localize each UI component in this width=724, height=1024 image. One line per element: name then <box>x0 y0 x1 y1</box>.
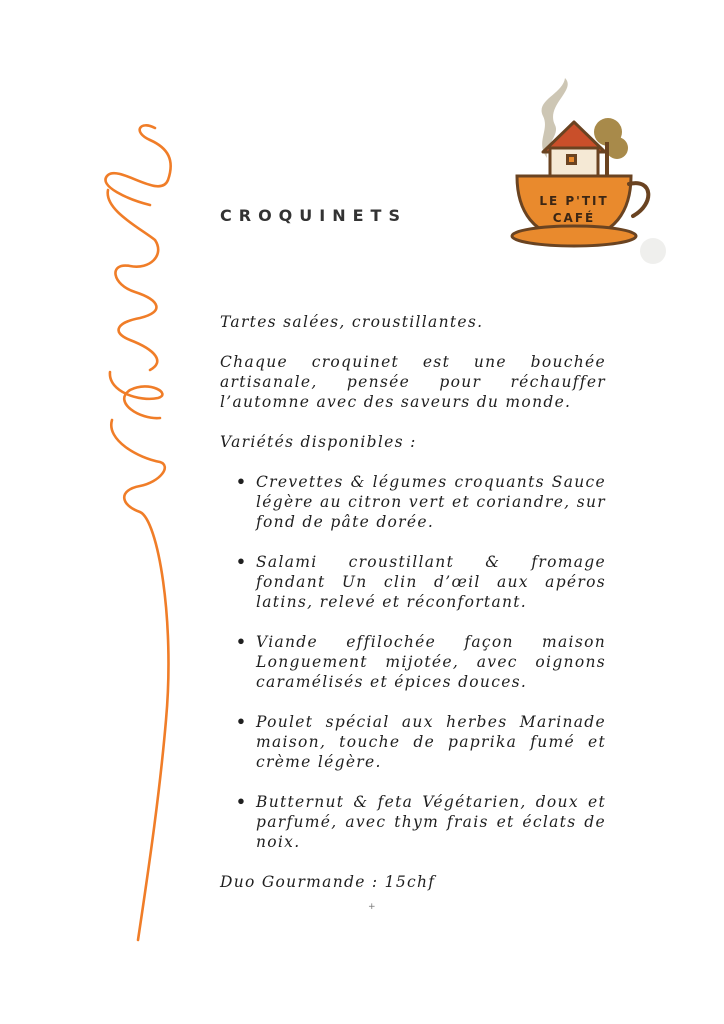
menu-content <box>220 312 606 892</box>
variety-item-pulled-meat: • Viande effilochée façon maison Longuement mijotée, avec oignons caramélisés et épices douces. <box>256 632 606 692</box>
footer-mark: + <box>368 902 376 912</box>
intro-text: Tartes salées, croustillantes. <box>220 313 484 331</box>
varieties-title: Variétés disponibles : <box>220 433 417 451</box>
price-text: Duo Gourmande : 15chf <box>220 873 436 891</box>
logo-text-line1: LE P'TIT <box>539 194 609 208</box>
menu-script-decoration <box>0 0 220 1024</box>
tree-icon-part <box>606 137 628 159</box>
variety-item-shrimp: • Crevettes & légumes croquants Sauce légère au citron vert et coriandre, sur fond de pâte dorée. <box>256 472 606 532</box>
variety-item-butternut: • Butternut & feta Végétarien, doux et parfumé, avec thym frais et éclats de noix. <box>256 792 606 852</box>
section-heading: CROQUINETS <box>220 206 407 225</box>
variety-item-chicken: • Poulet spécial aux herbes Marinade maison, touche de paprika fumé et crème légère. <box>256 712 606 772</box>
cup-handle <box>629 183 648 216</box>
tree-trunk <box>605 142 609 176</box>
variety-item-salami: • Salami croustillant & fromage fondant Un clin d’œil aux apéros latins, relevé et réconfortant. <box>256 552 606 612</box>
variety-list <box>220 472 606 852</box>
cafe-logo <box>505 70 665 260</box>
description-text: Chaque croquinet est une bouchée artisanale, pensée pour réchauffer l’automne avec des saveurs du monde. <box>220 353 606 411</box>
saucer-icon <box>512 226 636 246</box>
decorative-circle <box>640 238 666 264</box>
logo-text-line2: CAFÉ <box>552 211 596 225</box>
menu-script-stroke <box>105 125 170 940</box>
